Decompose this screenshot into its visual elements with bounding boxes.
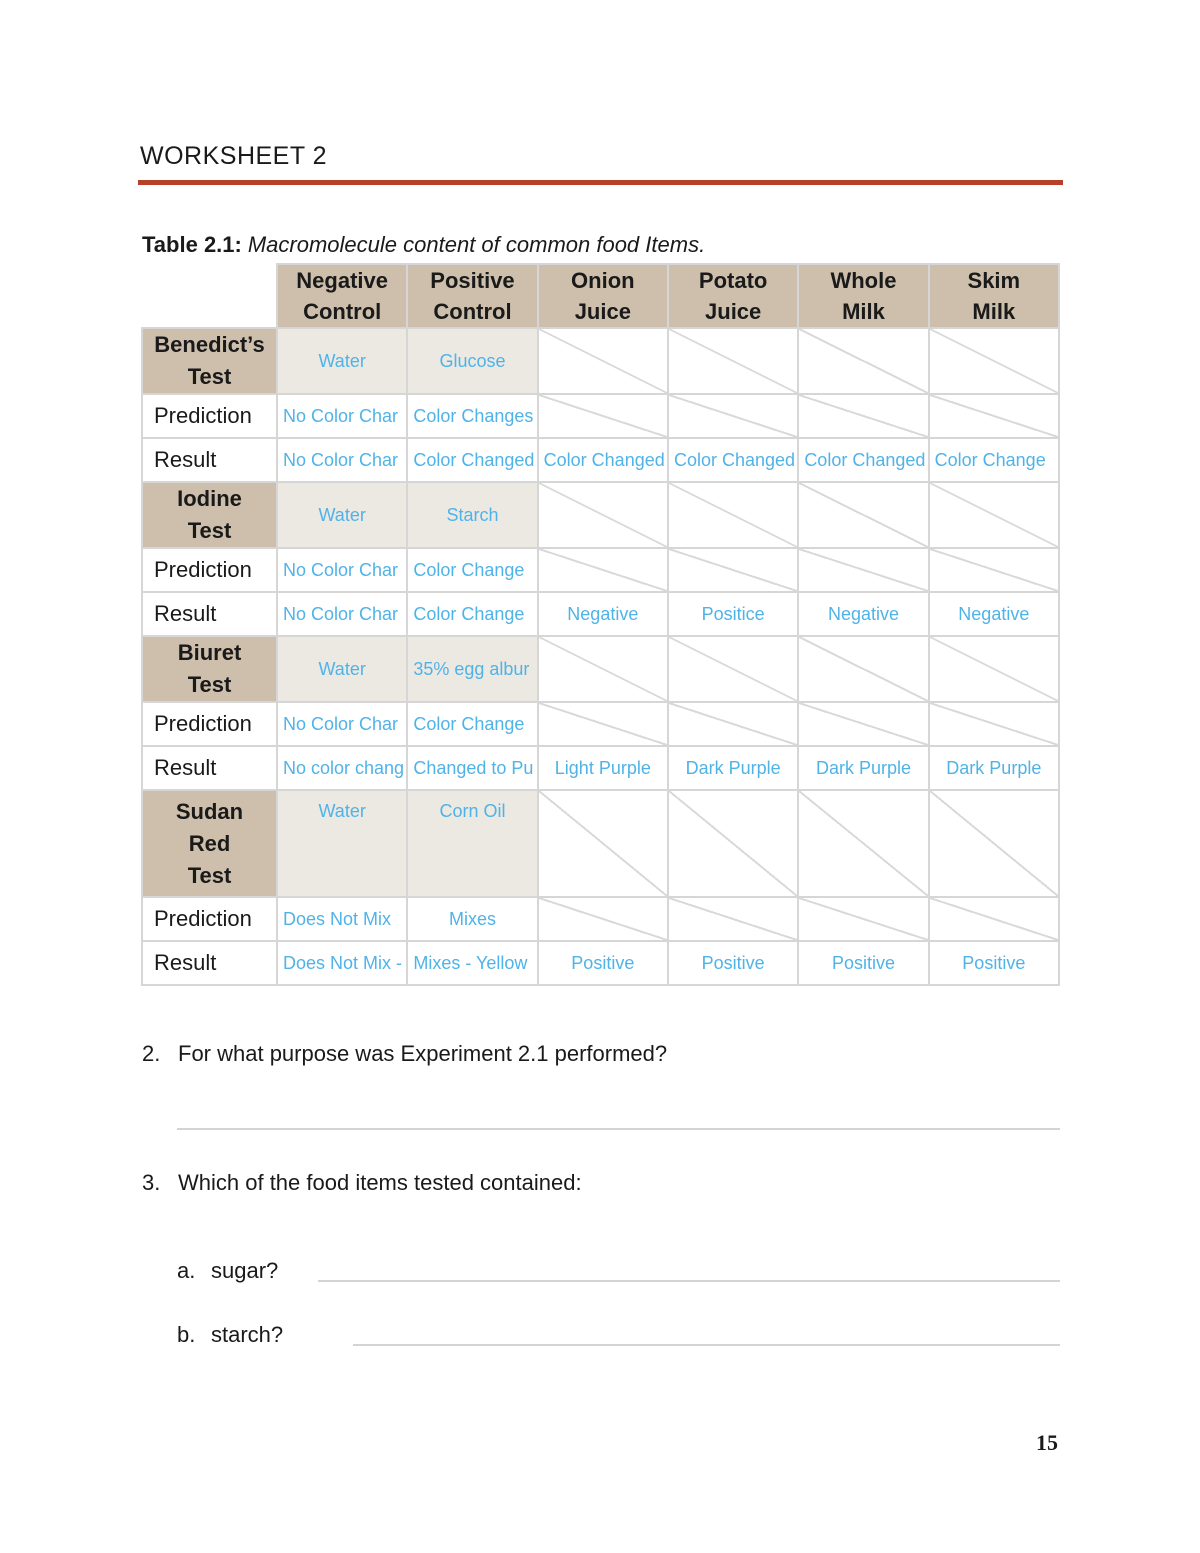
benedicts-negative-control[interactable]: Water (277, 328, 407, 394)
prediction-label: Prediction (142, 394, 277, 438)
answer-line-sugar[interactable] (318, 1280, 1060, 1282)
benedicts-prediction-row (142, 394, 1059, 438)
slashed-cell (538, 636, 668, 702)
header-corner (142, 264, 277, 328)
sudan-red-test-row (142, 790, 1059, 897)
question-text: For what purpose was Experiment 2.1 performed? (178, 1041, 668, 1066)
iodine-result-cell[interactable]: Color Change (407, 592, 537, 636)
slashed-cell (929, 328, 1059, 394)
iodine-result-row (142, 592, 1059, 636)
sub-question-b (177, 1322, 283, 1348)
benedicts-result-row (142, 438, 1059, 482)
biuret-result-cell[interactable]: Dark Purple (668, 746, 798, 790)
iodine-positive-control[interactable]: Starch (407, 482, 537, 548)
biuret-result-row (142, 746, 1059, 790)
header-onion-juice: Onion Juice (538, 264, 668, 328)
iodine-result-cell[interactable]: Negative (538, 592, 668, 636)
biuret-result-cell[interactable]: Dark Purple (929, 746, 1059, 790)
sudan-result-cell[interactable]: Positive (929, 941, 1059, 985)
benedicts-result-cell[interactable]: Color Changed (798, 438, 928, 482)
sub-question-a (177, 1258, 278, 1284)
prediction-label: Prediction (142, 548, 277, 592)
question-2 (142, 1041, 667, 1067)
result-label: Result (142, 941, 277, 985)
slashed-cell (798, 702, 928, 746)
slashed-cell (538, 394, 668, 438)
benedicts-test-row (142, 328, 1059, 394)
biuret-result-cell[interactable]: Changed to Pu (407, 746, 537, 790)
sub-question-letter: b. (177, 1322, 196, 1347)
benedicts-result-cell[interactable]: Color Changed (407, 438, 537, 482)
iodine-result-cell[interactable]: Negative (929, 592, 1059, 636)
result-label: Result (142, 746, 277, 790)
table-caption-text: Macromolecule content of common food Items. (247, 232, 706, 257)
slashed-cell (538, 482, 668, 548)
sudan-prediction-positive[interactable]: Mixes (407, 897, 537, 941)
biuret-positive-control[interactable]: 35% egg albur (407, 636, 537, 702)
slashed-cell (538, 790, 668, 897)
iodine-negative-control[interactable]: Water (277, 482, 407, 548)
benedicts-result-cell[interactable]: No Color Char (277, 438, 407, 482)
biuret-prediction-negative[interactable]: No Color Char (277, 702, 407, 746)
table-caption-label: Table 2.1: (142, 232, 242, 257)
iodine-prediction-negative[interactable]: No Color Char (277, 548, 407, 592)
question-3 (142, 1170, 582, 1196)
biuret-test-label: Biuret Test (142, 636, 277, 702)
page-number: 15 (1036, 1430, 1058, 1455)
slashed-cell (668, 394, 798, 438)
iodine-prediction-row (142, 548, 1059, 592)
sudan-result-row (142, 941, 1059, 985)
slashed-cell (929, 790, 1059, 897)
sudan-result-cell[interactable]: Mixes - Yellow (407, 941, 537, 985)
slashed-cell (538, 897, 668, 941)
slashed-cell (798, 328, 928, 394)
iodine-prediction-positive[interactable]: Color Change (407, 548, 537, 592)
result-label: Result (142, 592, 277, 636)
worksheet-title: WORKSHEET 2 (140, 142, 328, 170)
question-text: Which of the food items tested contained: (178, 1170, 582, 1195)
slashed-cell (798, 482, 928, 548)
sudan-negative-control[interactable]: Water (277, 790, 407, 897)
slashed-cell (929, 897, 1059, 941)
slashed-cell (798, 897, 928, 941)
slashed-cell (929, 702, 1059, 746)
benedicts-positive-control[interactable]: Glucose (407, 328, 537, 394)
sudan-result-cell[interactable]: Does Not Mix - (277, 941, 407, 985)
slashed-cell (798, 790, 928, 897)
question-number: 3. (142, 1170, 161, 1195)
sudan-result-cell[interactable]: Positive (538, 941, 668, 985)
sub-question-letter: a. (177, 1258, 196, 1283)
header-whole-milk: Whole Milk (798, 264, 928, 328)
header-positive-control: Positive Control (407, 264, 537, 328)
prediction-label: Prediction (142, 897, 277, 941)
sudan-prediction-negative[interactable]: Does Not Mix (277, 897, 407, 941)
benedicts-test-label: Benedict’s Test (142, 328, 277, 394)
benedicts-result-cell[interactable]: Color Change (929, 438, 1059, 482)
biuret-prediction-positive[interactable]: Color Change (407, 702, 537, 746)
slashed-cell (798, 548, 928, 592)
table-caption (142, 232, 705, 258)
answer-line-starch[interactable] (353, 1344, 1060, 1346)
slashed-cell (798, 394, 928, 438)
biuret-result-cell[interactable]: Dark Purple (798, 746, 928, 790)
biuret-negative-control[interactable]: Water (277, 636, 407, 702)
question-number: 2. (142, 1041, 161, 1066)
benedicts-result-cell[interactable]: Color Changed (538, 438, 668, 482)
sudan-positive-control[interactable]: Corn Oil (407, 790, 537, 897)
macromolecule-table (141, 263, 1060, 986)
slashed-cell (929, 636, 1059, 702)
sudan-result-cell[interactable]: Positive (668, 941, 798, 985)
slashed-cell (538, 328, 668, 394)
biuret-prediction-row (142, 702, 1059, 746)
answer-line-question-2[interactable] (177, 1128, 1060, 1130)
sudan-red-test-label: Sudan Red Test (142, 790, 277, 897)
title-divider (138, 180, 1063, 185)
header-negative-control: Negative Control (277, 264, 407, 328)
slashed-cell (929, 548, 1059, 592)
benedicts-prediction-positive[interactable]: Color Changes (407, 394, 537, 438)
biuret-result-cell[interactable]: No color chang (277, 746, 407, 790)
biuret-result-cell[interactable]: Light Purple (538, 746, 668, 790)
slashed-cell (668, 636, 798, 702)
sudan-result-cell[interactable]: Positive (798, 941, 928, 985)
benedicts-prediction-negative[interactable]: No Color Char (277, 394, 407, 438)
slashed-cell (538, 702, 668, 746)
iodine-result-cell[interactable]: No Color Char (277, 592, 407, 636)
slashed-cell (538, 548, 668, 592)
iodine-result-cell[interactable]: Positice (668, 592, 798, 636)
iodine-test-label: Iodine Test (142, 482, 277, 548)
slashed-cell (929, 394, 1059, 438)
result-label: Result (142, 438, 277, 482)
benedicts-result-cell[interactable]: Color Changed (668, 438, 798, 482)
iodine-test-row (142, 482, 1059, 548)
table-header-row (142, 264, 1059, 328)
sudan-prediction-row (142, 897, 1059, 941)
slashed-cell (668, 790, 798, 897)
biuret-test-row (142, 636, 1059, 702)
iodine-result-cell[interactable]: Negative (798, 592, 928, 636)
slashed-cell (668, 482, 798, 548)
slashed-cell (668, 897, 798, 941)
slashed-cell (668, 328, 798, 394)
prediction-label: Prediction (142, 702, 277, 746)
slashed-cell (798, 636, 928, 702)
header-potato-juice: Potato Juice (668, 264, 798, 328)
slashed-cell (668, 548, 798, 592)
header-skim-milk: Skim Milk (929, 264, 1059, 328)
slashed-cell (668, 702, 798, 746)
slashed-cell (929, 482, 1059, 548)
sub-question-text: starch? (211, 1322, 284, 1347)
sub-question-text: sugar? (211, 1258, 279, 1283)
